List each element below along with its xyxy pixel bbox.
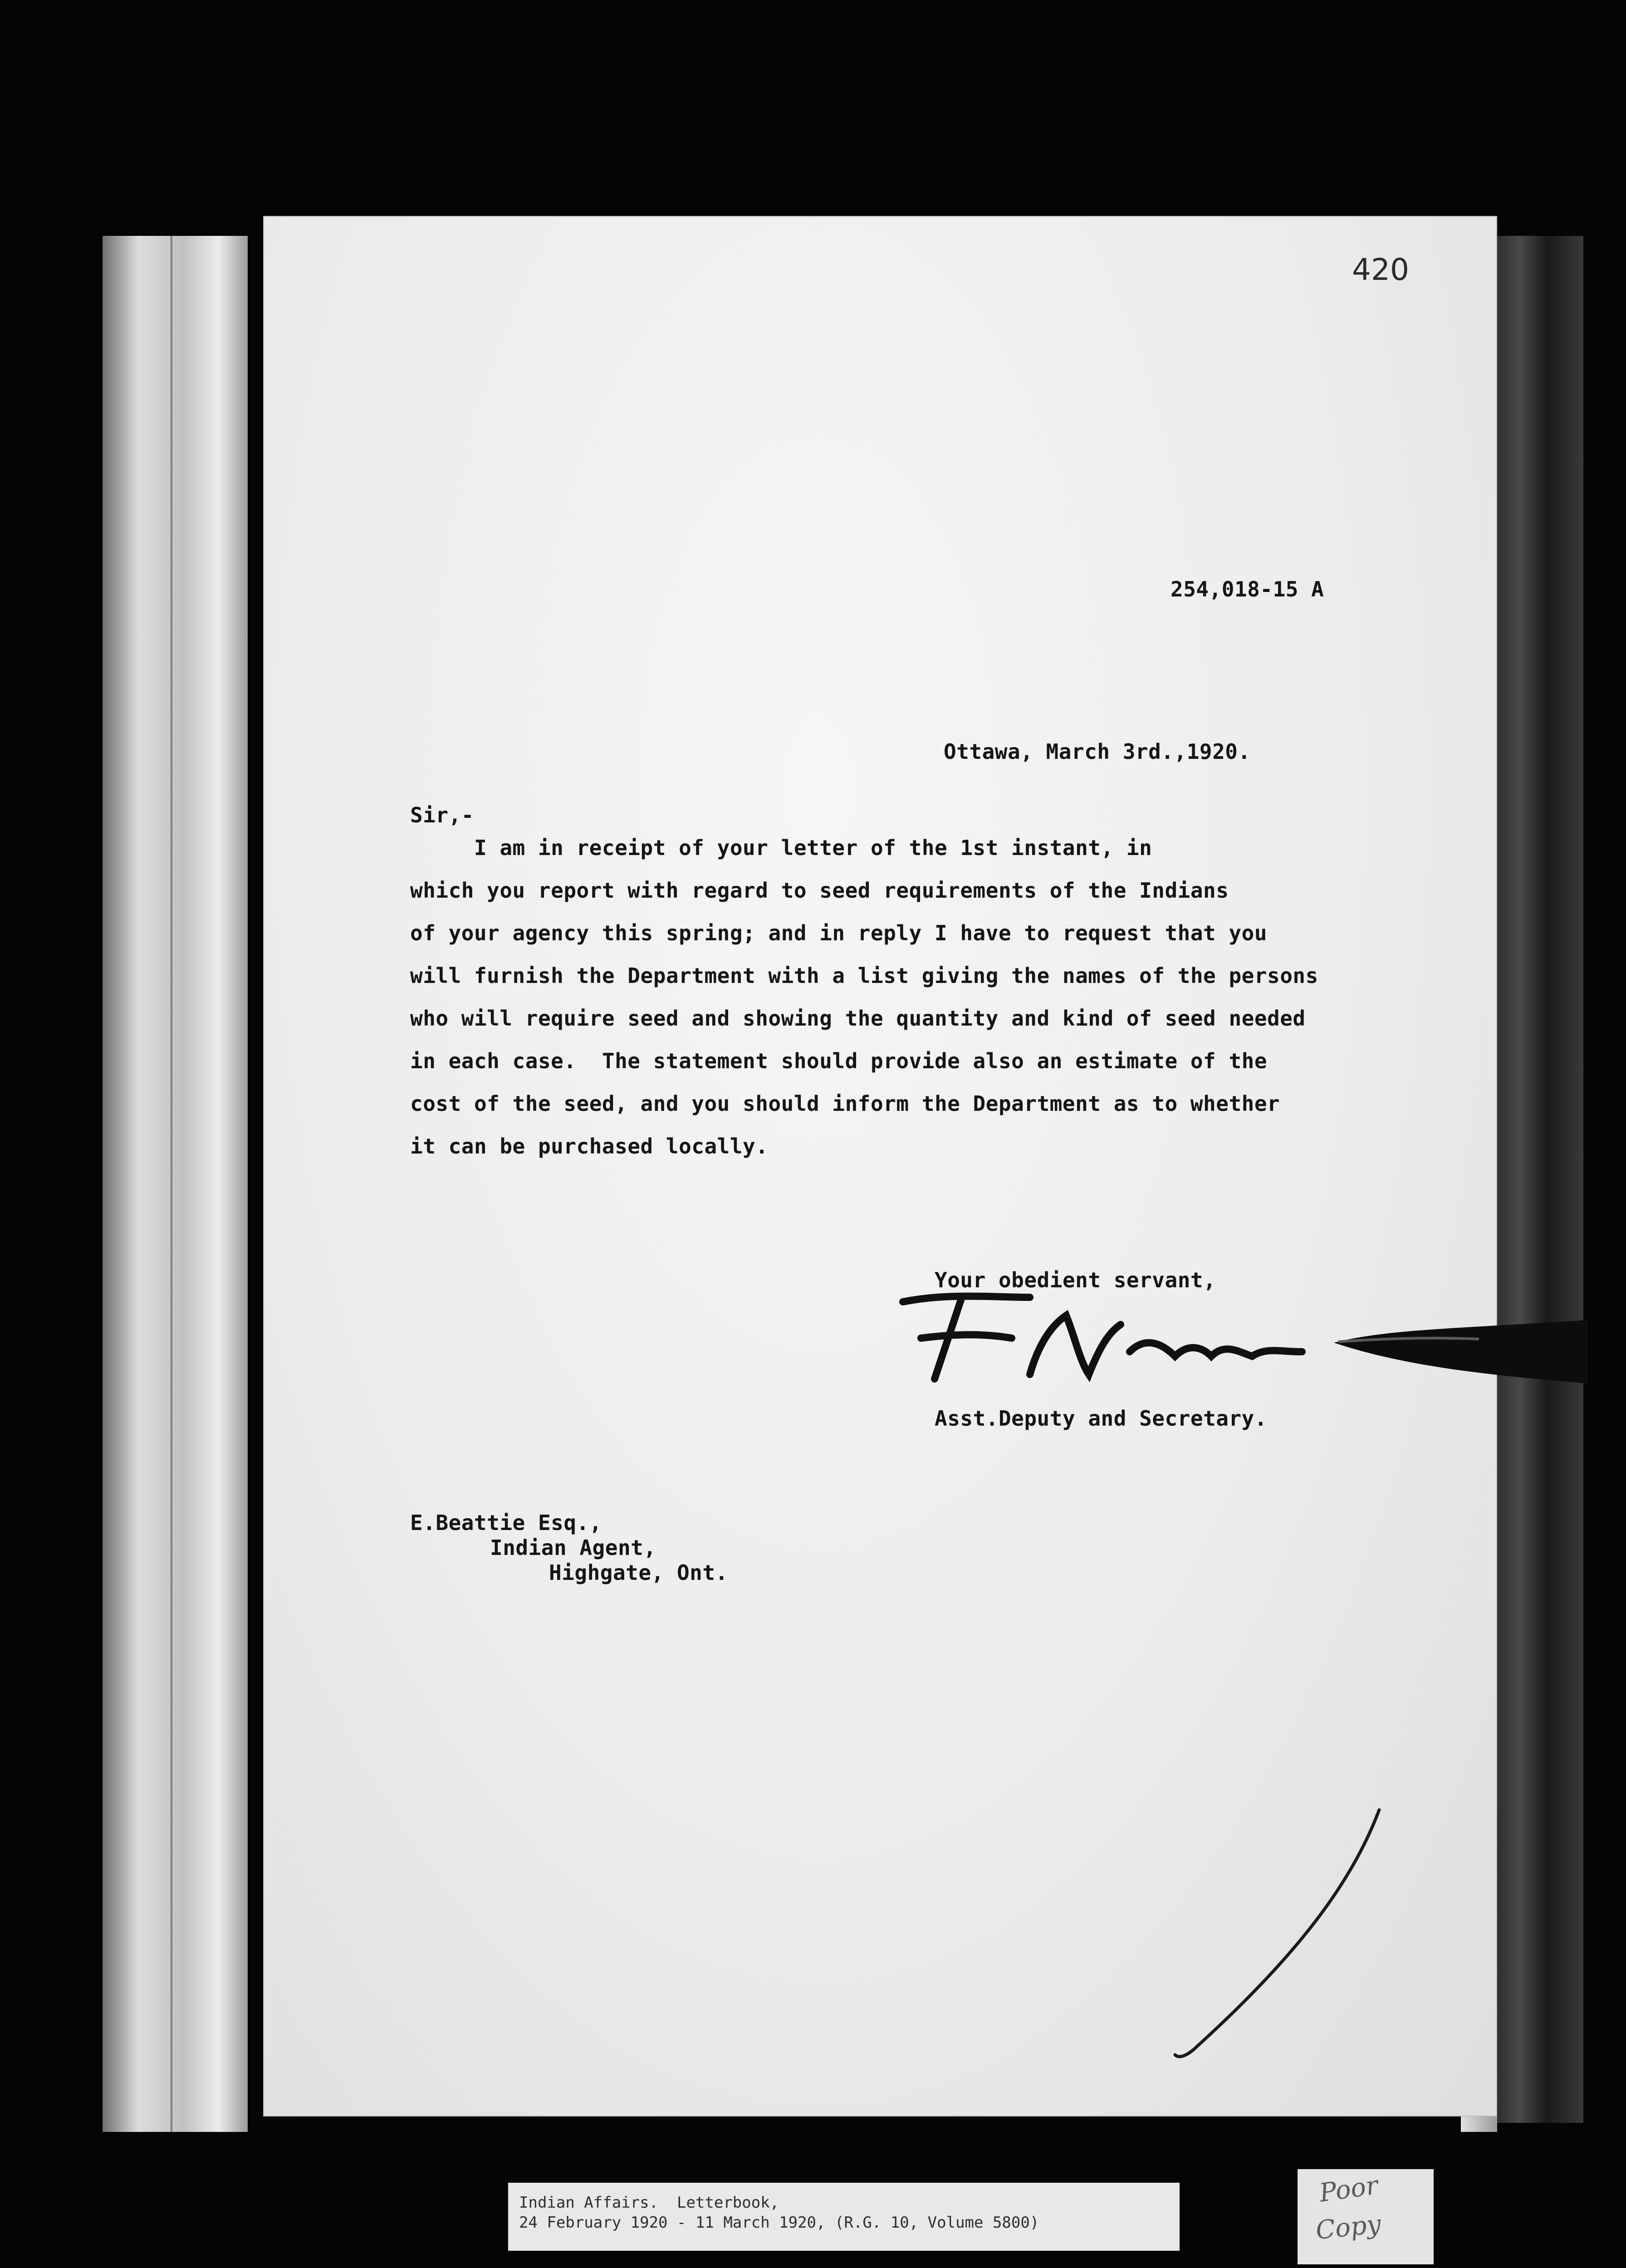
citation-line: Indian Affairs. Letterbook, xyxy=(519,2194,779,2212)
signer-title: Asst.Deputy and Secretary. xyxy=(935,1406,1268,1431)
file-reference: 254,018-15 A xyxy=(1171,577,1324,601)
citation-label xyxy=(508,2183,1180,2251)
body-line: who will require seed and showing the quantity and kind of seed needed xyxy=(410,1006,1306,1031)
handwritten-note-tag xyxy=(1298,2169,1434,2264)
body-line: of your agency this spring; and in reply I have to request that you xyxy=(410,921,1268,945)
note-line: Poor xyxy=(1317,2170,1380,2208)
left-page-edge xyxy=(103,236,248,2132)
page-number: 420 xyxy=(1352,252,1409,287)
body-line: will furnish the Department with a list giving the names of the persons xyxy=(410,963,1318,988)
body-line: I am in receipt of your letter of the 1st instant, in xyxy=(410,836,1152,860)
addressee-title: Indian Agent, xyxy=(490,1535,656,1560)
addressee-location: Highgate, Ont. xyxy=(549,1560,728,1585)
addressee-name: E.Beattie Esq., xyxy=(410,1510,602,1535)
pen-pointer xyxy=(1334,1315,1588,1397)
body-line: cost of the seed, and you should inform the Department as to whether xyxy=(410,1091,1280,1116)
closing: Your obedient servant, xyxy=(935,1268,1216,1292)
pencil-stroke xyxy=(1134,1801,1388,2064)
right-book-edge xyxy=(1493,236,1583,2123)
body-line: in each case. The statement should provide also an estimate of the xyxy=(410,1049,1268,1073)
citation-line: 24 February 1920 - 11 March 1920, (R.G. 10, Volume 5800) xyxy=(519,2214,1039,2232)
handwritten-signature xyxy=(894,1284,1311,1388)
body-line: it can be purchased locally. xyxy=(410,1134,769,1158)
letter-date: Ottawa, March 3rd.,1920. xyxy=(944,739,1251,764)
body-line: which you report with regard to seed requirements of the Indians xyxy=(410,878,1229,903)
salutation: Sir,- xyxy=(410,803,474,827)
note-line: Copy xyxy=(1314,2209,1383,2246)
